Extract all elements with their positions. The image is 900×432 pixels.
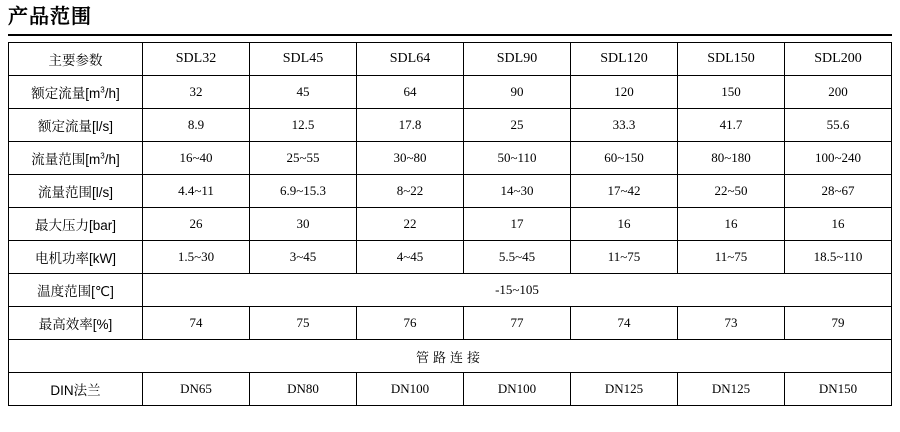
cell-value: 32 xyxy=(143,76,250,109)
table-row xyxy=(9,241,892,274)
cell-value: 16 xyxy=(571,208,678,241)
page-title: 产品范围 xyxy=(8,6,92,28)
header-model-6: SDL150 xyxy=(678,43,785,76)
cell-value: 76 xyxy=(357,307,464,340)
table-row-temperature xyxy=(9,274,892,307)
label-text: 流量范围[m xyxy=(31,152,101,167)
cell-value: 17 xyxy=(464,208,571,241)
header-param-label: 主要参数 xyxy=(9,43,143,76)
cell-value: 16~40 xyxy=(143,142,250,175)
cell-value: 8~22 xyxy=(357,175,464,208)
table-row xyxy=(9,373,892,406)
cell-value: 16 xyxy=(785,208,892,241)
table-row xyxy=(9,109,892,142)
header-model-7: SDL200 xyxy=(785,43,892,76)
cell-value: 8.9 xyxy=(143,109,250,142)
label-sup: 3 xyxy=(100,85,105,95)
header-model-2: SDL45 xyxy=(250,43,357,76)
cell-value: 79 xyxy=(785,307,892,340)
cell-value: 55.6 xyxy=(785,109,892,142)
cell-value: 4~45 xyxy=(357,241,464,274)
cell-value: 4.4~11 xyxy=(143,175,250,208)
table-row xyxy=(9,307,892,340)
cell-value: DN65 xyxy=(143,373,250,406)
header-model-5: SDL120 xyxy=(571,43,678,76)
row-label-max-pressure xyxy=(9,208,143,241)
cell-value: 12.5 xyxy=(250,109,357,142)
section-header-pipe-connection: 管路连接 xyxy=(9,340,892,373)
spec-table-container xyxy=(0,42,900,406)
cell-value: 22 xyxy=(357,208,464,241)
cell-value: 25 xyxy=(464,109,571,142)
cell-value: 73 xyxy=(678,307,785,340)
label-text: 额定流量[m xyxy=(31,86,101,101)
label-text: 电机功率[kW] xyxy=(35,251,116,266)
cell-value: DN100 xyxy=(464,373,571,406)
header-model-3: SDL64 xyxy=(357,43,464,76)
cell-value: 11~75 xyxy=(571,241,678,274)
cell-value: 90 xyxy=(464,76,571,109)
row-label-din-flange: DIN法兰 xyxy=(9,373,143,406)
cell-value: 150 xyxy=(678,76,785,109)
table-row xyxy=(9,175,892,208)
cell-value: 5.5~45 xyxy=(464,241,571,274)
cell-value: 3~45 xyxy=(250,241,357,274)
cell-value: 26 xyxy=(143,208,250,241)
cell-value: 25~55 xyxy=(250,142,357,175)
cell-value: 22~50 xyxy=(678,175,785,208)
row-label-temperature-range: 温度范围[℃] xyxy=(9,274,143,307)
cell-value: DN125 xyxy=(678,373,785,406)
label-sup: 3 xyxy=(100,151,105,161)
cell-value: 50~110 xyxy=(464,142,571,175)
cell-value: 77 xyxy=(464,307,571,340)
table-row xyxy=(9,208,892,241)
table-header-row xyxy=(9,43,892,76)
cell-value: DN125 xyxy=(571,373,678,406)
cell-value: 17.8 xyxy=(357,109,464,142)
cell-value: 120 xyxy=(571,76,678,109)
label-text-post: /h] xyxy=(104,152,120,167)
header-model-4: SDL90 xyxy=(464,43,571,76)
cell-value: 60~150 xyxy=(571,142,678,175)
cell-value: 80~180 xyxy=(678,142,785,175)
cell-value: 14~30 xyxy=(464,175,571,208)
cell-value: 18.5~110 xyxy=(785,241,892,274)
cell-value: 30~80 xyxy=(357,142,464,175)
cell-value: 30 xyxy=(250,208,357,241)
row-label-flow-range-m3h xyxy=(9,142,143,175)
cell-value: 17~42 xyxy=(571,175,678,208)
cell-value: 11~75 xyxy=(678,241,785,274)
row-label-rated-flow-ls xyxy=(9,109,143,142)
label-text: 流量范围[l/s] xyxy=(37,185,113,200)
cell-value: DN80 xyxy=(250,373,357,406)
product-range-table xyxy=(8,42,892,406)
cell-value: 6.9~15.3 xyxy=(250,175,357,208)
row-label-rated-flow-m3h xyxy=(9,76,143,109)
cell-value: 16 xyxy=(678,208,785,241)
cell-value: DN100 xyxy=(357,373,464,406)
cell-value: 1.5~30 xyxy=(143,241,250,274)
table-row xyxy=(9,142,892,175)
row-label-max-efficiency: 最高效率[%] xyxy=(9,307,143,340)
row-label-flow-range-ls xyxy=(9,175,143,208)
cell-value: 100~240 xyxy=(785,142,892,175)
cell-value: 28~67 xyxy=(785,175,892,208)
label-text: 最大压力[bar] xyxy=(34,218,116,233)
title-divider xyxy=(8,34,892,36)
label-text: 额定流量[l/s] xyxy=(37,119,113,134)
row-label-motor-power xyxy=(9,241,143,274)
cell-value: 75 xyxy=(250,307,357,340)
cell-value: 33.3 xyxy=(571,109,678,142)
cell-value: 64 xyxy=(357,76,464,109)
cell-value: 200 xyxy=(785,76,892,109)
label-text-post: /h] xyxy=(104,86,120,101)
cell-value: 45 xyxy=(250,76,357,109)
table-row xyxy=(9,76,892,109)
cell-value: 74 xyxy=(571,307,678,340)
header-model-1: SDL32 xyxy=(143,43,250,76)
cell-value: 74 xyxy=(143,307,250,340)
cell-value: DN150 xyxy=(785,373,892,406)
cell-value: 41.7 xyxy=(678,109,785,142)
cell-temperature-value: -15~105 xyxy=(143,274,892,307)
table-section-row xyxy=(9,340,892,373)
